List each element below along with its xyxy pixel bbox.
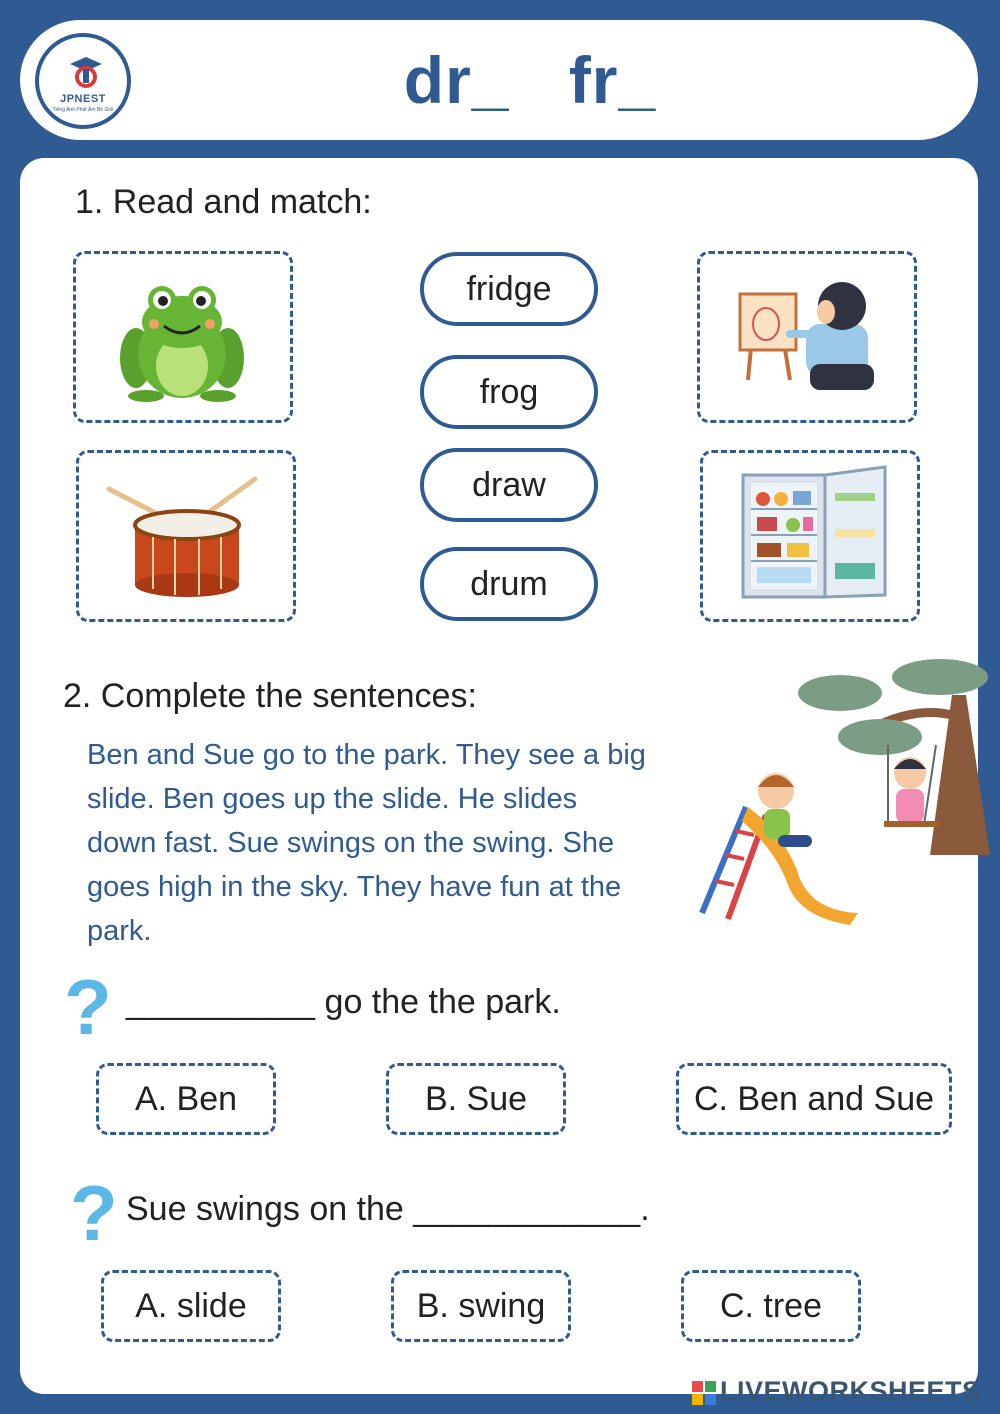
image-box-fridge[interactable] xyxy=(700,450,920,622)
word-pill-frog[interactable]: frog xyxy=(420,355,598,429)
fridge-icon xyxy=(703,453,917,619)
question-mark-icon: ? xyxy=(70,1169,118,1257)
question-2-text: Sue swings on the ____________. xyxy=(126,1190,650,1228)
q2-option-a[interactable]: A. slide xyxy=(101,1270,281,1342)
drum-icon xyxy=(79,453,293,619)
park-illustration xyxy=(690,655,990,925)
page-title: dr_ fr_ xyxy=(403,43,657,117)
q2-option-b[interactable]: B. swing xyxy=(391,1270,571,1342)
q1-option-c[interactable]: C. Ben and Sue xyxy=(676,1063,952,1135)
reading-passage: Ben and Sue go to the park. They see a big slide. Ben goes up the slide. He slides down fast. Sue swings on the swing. She goes high in the sky. They have fun at the park. xyxy=(87,739,646,947)
watermark-text: LIVEWORKSHEETS xyxy=(720,1376,981,1406)
painter-icon xyxy=(700,254,914,420)
logo-tagline: Tiếng Anh Phát Âm Bé Giỏi xyxy=(52,107,114,113)
q2-option-c[interactable]: C. tree xyxy=(681,1270,861,1342)
frog-icon xyxy=(76,254,290,420)
word-pill-drum[interactable]: drum xyxy=(420,547,598,621)
word-pill-fridge[interactable]: fridge xyxy=(420,252,598,326)
q1-option-a[interactable]: A. Ben xyxy=(96,1063,276,1135)
image-box-frog[interactable] xyxy=(73,251,293,423)
liveworksheets-logo-icon xyxy=(692,1381,716,1405)
liveworksheets-watermark xyxy=(692,1376,981,1407)
section1-heading: 1. Read and match: xyxy=(75,183,372,221)
q1-option-b[interactable]: B. Sue xyxy=(386,1063,566,1135)
word-pill-draw[interactable]: draw xyxy=(420,448,598,522)
section2-heading: 2. Complete the sentences: xyxy=(63,677,477,715)
image-box-drum[interactable] xyxy=(76,450,296,622)
logo-brand: JPNEST xyxy=(60,93,106,105)
image-box-painter[interactable] xyxy=(697,251,917,423)
question-mark-icon: ? xyxy=(64,963,112,1051)
question-1-text: __________ go the the park. xyxy=(126,983,561,1021)
